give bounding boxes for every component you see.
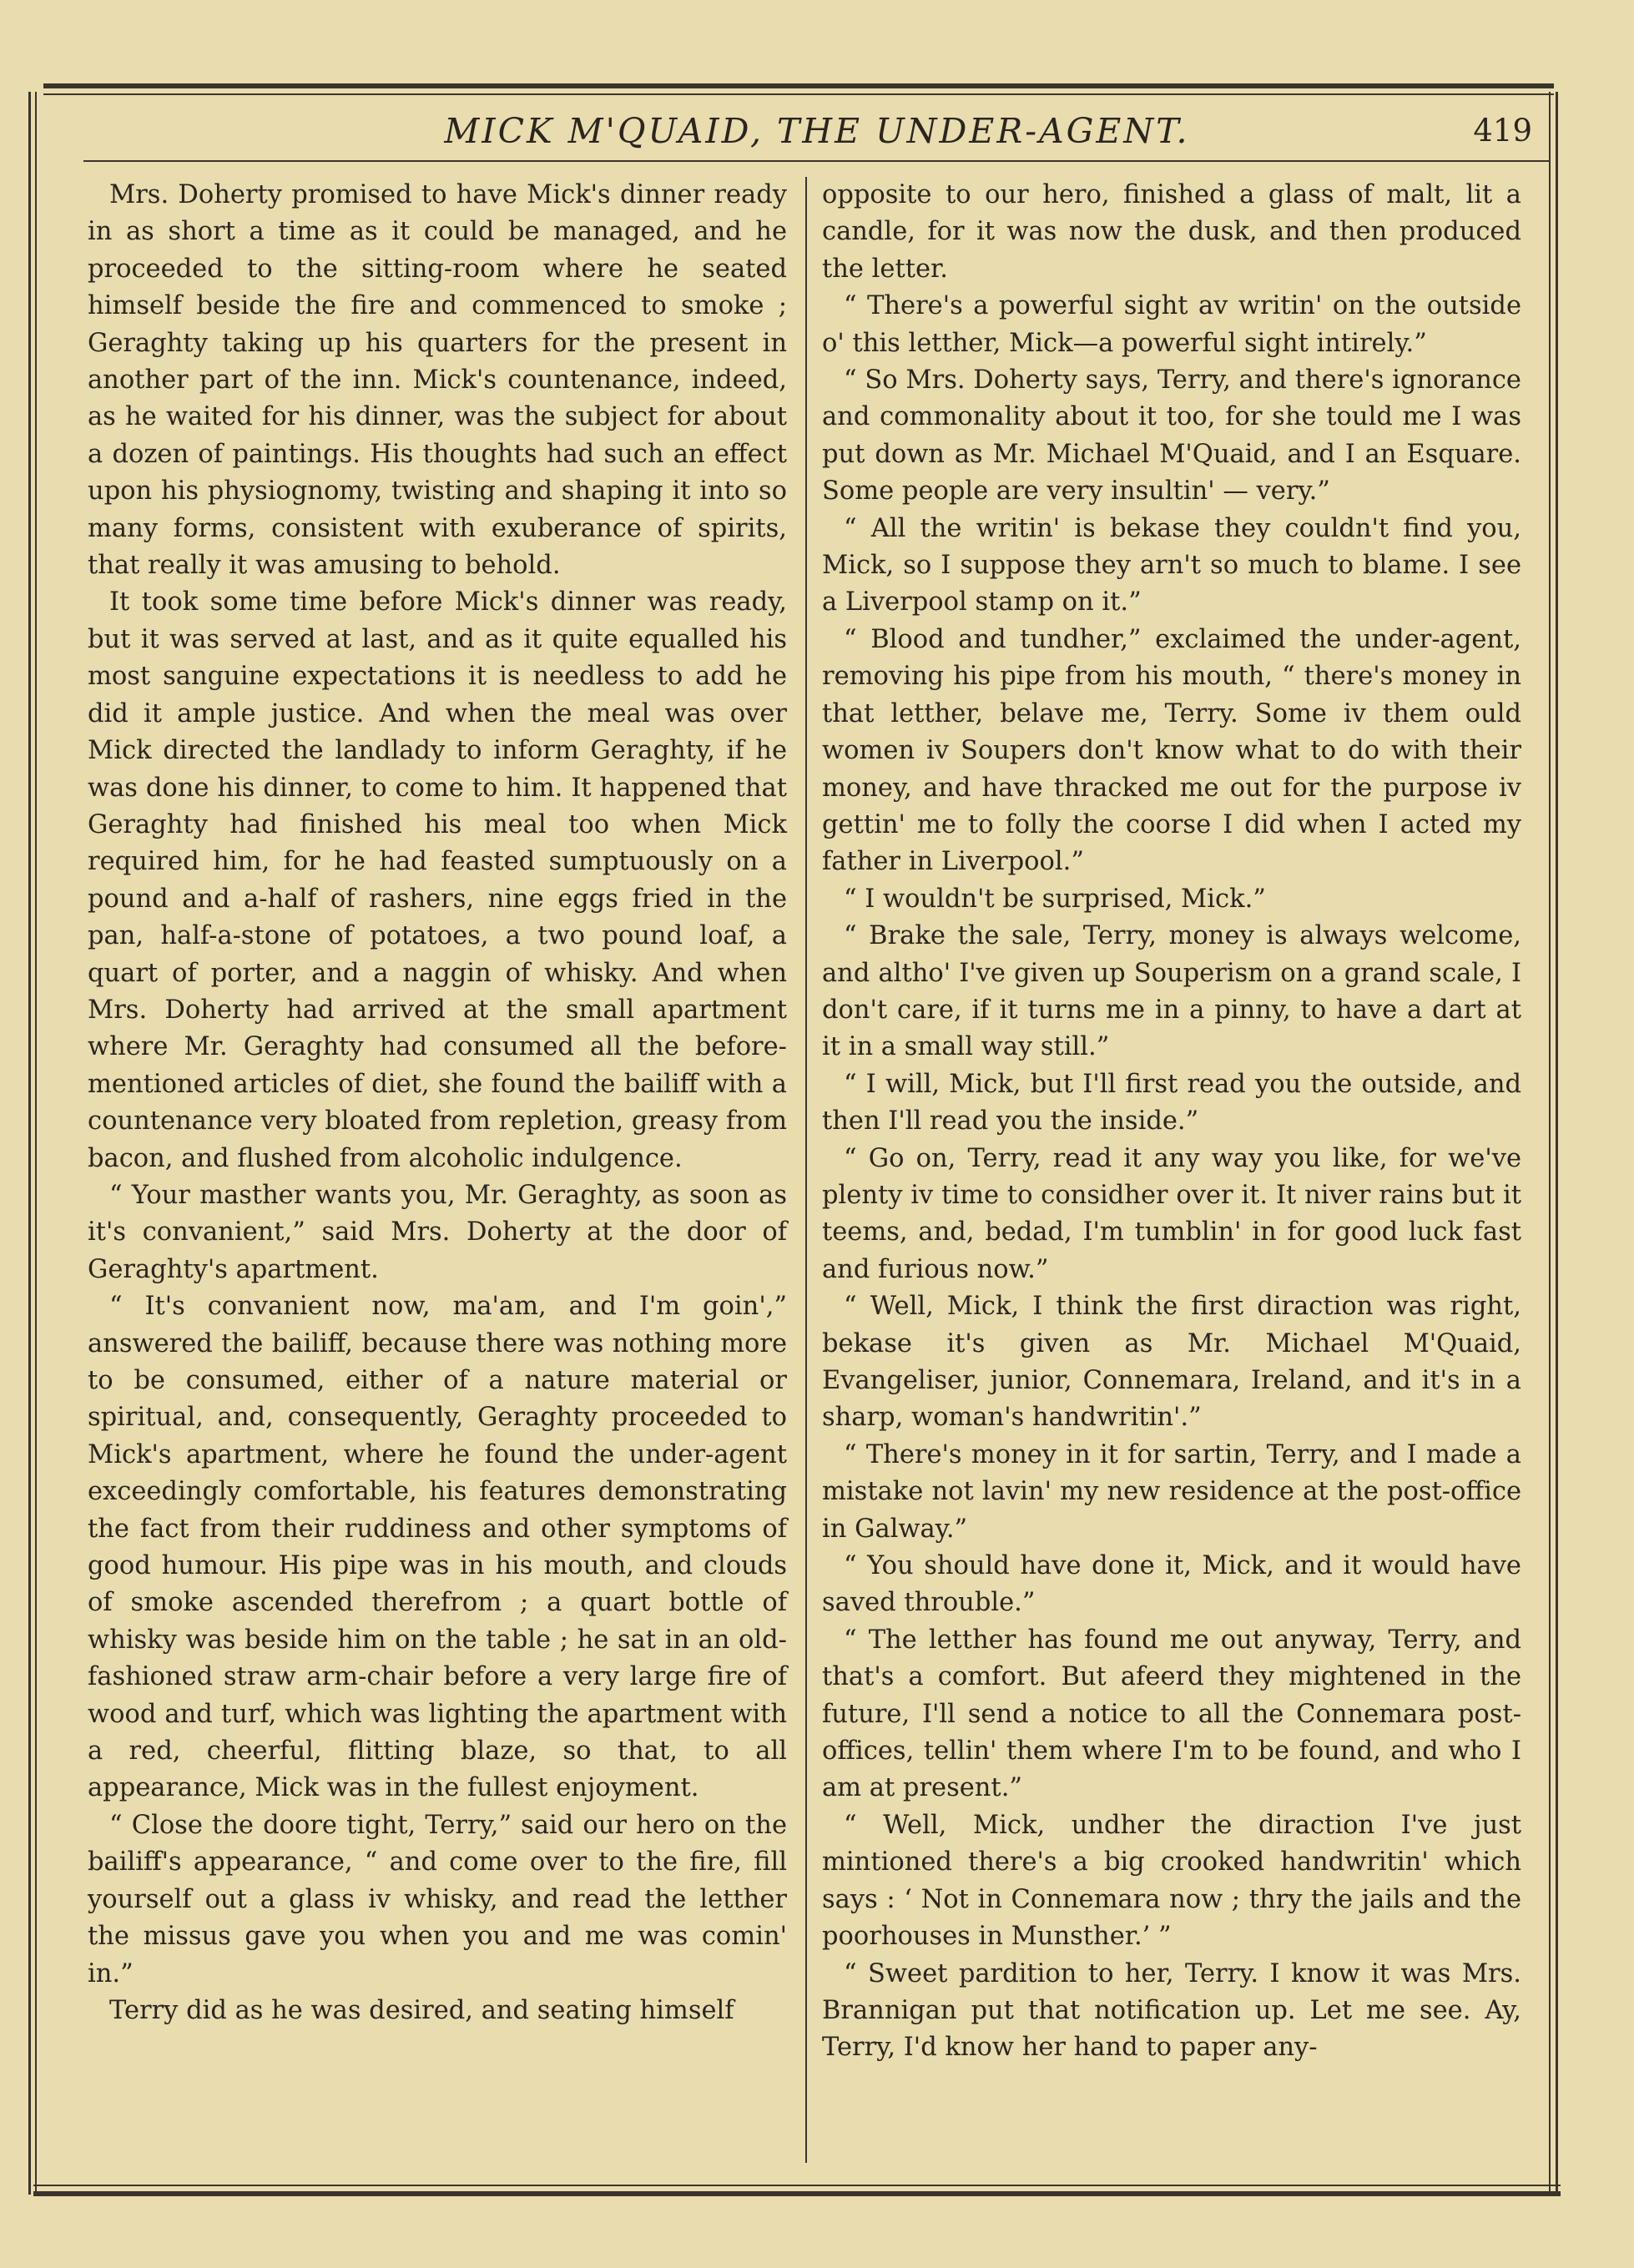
paragraph: “ Brake the sale, Terry, money is always welcome, and altho' I've given up Souperism on a grand scale, I don't care, if it turns me in a pinny, to have a dart at it in a small way still.”	[822, 921, 1521, 1062]
paragraph: “ Go on, Terry, read it any way you like, for we've plenty iv time to considher over it. It niver rains but it teems, and, bedad, I'm tumblin' in for good luck fast and furious now.”	[822, 1143, 1521, 1284]
paragraph: “ It's convanient now, ma'am, and I'm goin',” answered the bailiff, because there was nothing more to be consumed, either of a nature material or spiritual, and, consequently, Geraghty proceeded to Mick's apartment, where he found the under-agent exceedingly comfortable, his features demonstrating the fact from their ruddiness and other symptoms of good humour. His pipe was in his mouth, and clouds of smoke ascended therefrom ; a quart bottle of whisky was beside him on the table ; he sat in an old-fashioned straw arm-chair before a very large fire of wood and turf, which was lighting the apartment with a red, cheerful, flitting blaze, so that, to all appearance, Mick was in the fullest enjoyment.	[88, 1292, 787, 1803]
page-header	[83, 105, 1551, 157]
right-column	[822, 177, 1521, 2067]
paragraph: “ Blood and tundher,” exclaimed the under-agent, removing his pipe from his mouth, “ there's money in that letther, belave me, Terry. Some iv them ould women iv Soupers don't know what to do with their money, and have thracked me out for the purpose iv gettin' me to folly the coorse I did when I acted my father in Liverpool.”	[822, 624, 1521, 877]
paragraph-continued: opposite to our hero, finished a glass of malt, lit a candle, for it was now the dusk, and then produced the letter.	[822, 180, 1521, 284]
right-border-rule-outer	[1556, 92, 1558, 2195]
top-border-rule-thin	[43, 93, 1554, 95]
left-border-rule-inner	[35, 92, 37, 2195]
paragraph: “ So Mrs. Doherty says, Terry, and there's ignorance and commonality about it too, for she tould me I was put down as Mr. Michael M'Quaid, and I an Esquare. Some people are very insultin' — very.”	[822, 365, 1521, 507]
bottom-border-rule-thin	[33, 2185, 1561, 2186]
right-border-rule-inner	[1549, 92, 1551, 2195]
header-rule	[83, 160, 1551, 162]
left-border-rule-outer	[28, 92, 31, 2195]
bottom-border-rule-thick	[33, 2191, 1561, 2196]
paragraph: “ There's money in it for sartin, Terry, and I made a mistake not lavin' my new residence at the post-office in Galway.”	[822, 1439, 1521, 1544]
top-border-rule-thick	[43, 83, 1554, 88]
paragraph: Mrs. Doherty promised to have Mick's dinner ready in as short a time as it could be managed, and he proceeded to the sitting-room where he seated himself beside the fire and commenced to smoke ; Geraghty taking up his quarters for the present in another part of the inn. Mick's countenance, indeed, as he waited for his dinner, was the subject for about a dozen of paintings. His thoughts had such an effect upon his physiognomy, twisting and shaping it into so many forms, consistent with exuberance of spirits, that really it was amusing to behold.	[88, 180, 787, 581]
paragraph: “ Well, Mick, undher the diraction I've just mintioned there's a big crooked handwritin' which says : ‘ Not in Connemara now ; thry the jails and the poorhouses in Munsther.’ ”	[822, 1810, 1521, 1952]
paragraph: “ Well, Mick, I think the first diraction was right, bekase it's given as Mr. Michael M'Quaid, Evangeliser, junior, Connemara, Ireland, and it's in a sharp, woman's handwritin'.”	[822, 1292, 1521, 1433]
paragraph: “ The letther has found me out anyway, Terry, and that's a comfort. But afeerd they mightened in the future, I'll send a notice to all the Connemara post-offices, tellin' them where I'm to be found, and who I am at present.”	[822, 1625, 1521, 1803]
paragraph: “ All the writin' is bekase they couldn't find you, Mick, so I suppose they arn't so much to blame. I see a Liverpool stamp on it.”	[822, 513, 1521, 617]
paragraph: “ I will, Mick, but I'll first read you the outside, and then I'll read you the inside.”	[822, 1069, 1521, 1137]
paragraph: “ There's a powerful sight av writin' on the outside o' this letther, Mick—a powerful sight intirely.”	[822, 291, 1521, 358]
page-number: 419	[1473, 113, 1532, 149]
column-divider	[805, 177, 807, 2163]
paragraph: Terry did as he was desired, and seating himself	[109, 1995, 734, 2025]
running-title: MICK M'QUAID, THE UNDER-AGENT.	[444, 111, 1190, 151]
paragraph: “ Sweet pardition to her, Terry. I know it was Mrs. Brannigan put that notification up. Let me see. Ay, Terry, I'd know her hand to paper any-	[822, 1958, 1521, 2063]
paragraph: “ Close the doore tight, Terry,” said our hero on the bailiff's appearance, “ and come over to the fire, fill yourself out a glass iv whisky, and read the letther the missus gave you when you and me was comin' in.”	[88, 1810, 787, 1988]
paragraph: “ You should have done it, Mick, and it would have saved throuble.”	[822, 1551, 1521, 1618]
paragraph: “ Your masther wants you, Mr. Geraghty, as soon as it's convanient,” said Mrs. Doherty at the door of Geraghty's apartment.	[88, 1180, 787, 1284]
paragraph: “ I wouldn't be surprised, Mick.”	[844, 884, 1266, 914]
left-column	[88, 177, 787, 2029]
paragraph: It took some time before Mick's dinner was ready, but it was served at last, and as it quite equalled his most sanguine expectations it is needless to add he did it ample justice. And when the meal was over Mick directed the landlady to inform Geraghty, if he was done his dinner, to come to him. It happened that Geraghty had finished his meal too when Mick required him, for he had feasted sumptuously on a pound and a-half of rashers, nine eggs fried in the pan, half-a-stone of potatoes, a two pound loaf, a quart of porter, and a naggin of whisky. And when Mrs. Doherty had arrived at the small apartment where Mr. Geraghty had consumed all the before-mentioned articles of diet, she found the bailiff with a countenance very bloated from repletion, greasy from bacon, and flushed from alcoholic indulgence.	[88, 587, 787, 1173]
